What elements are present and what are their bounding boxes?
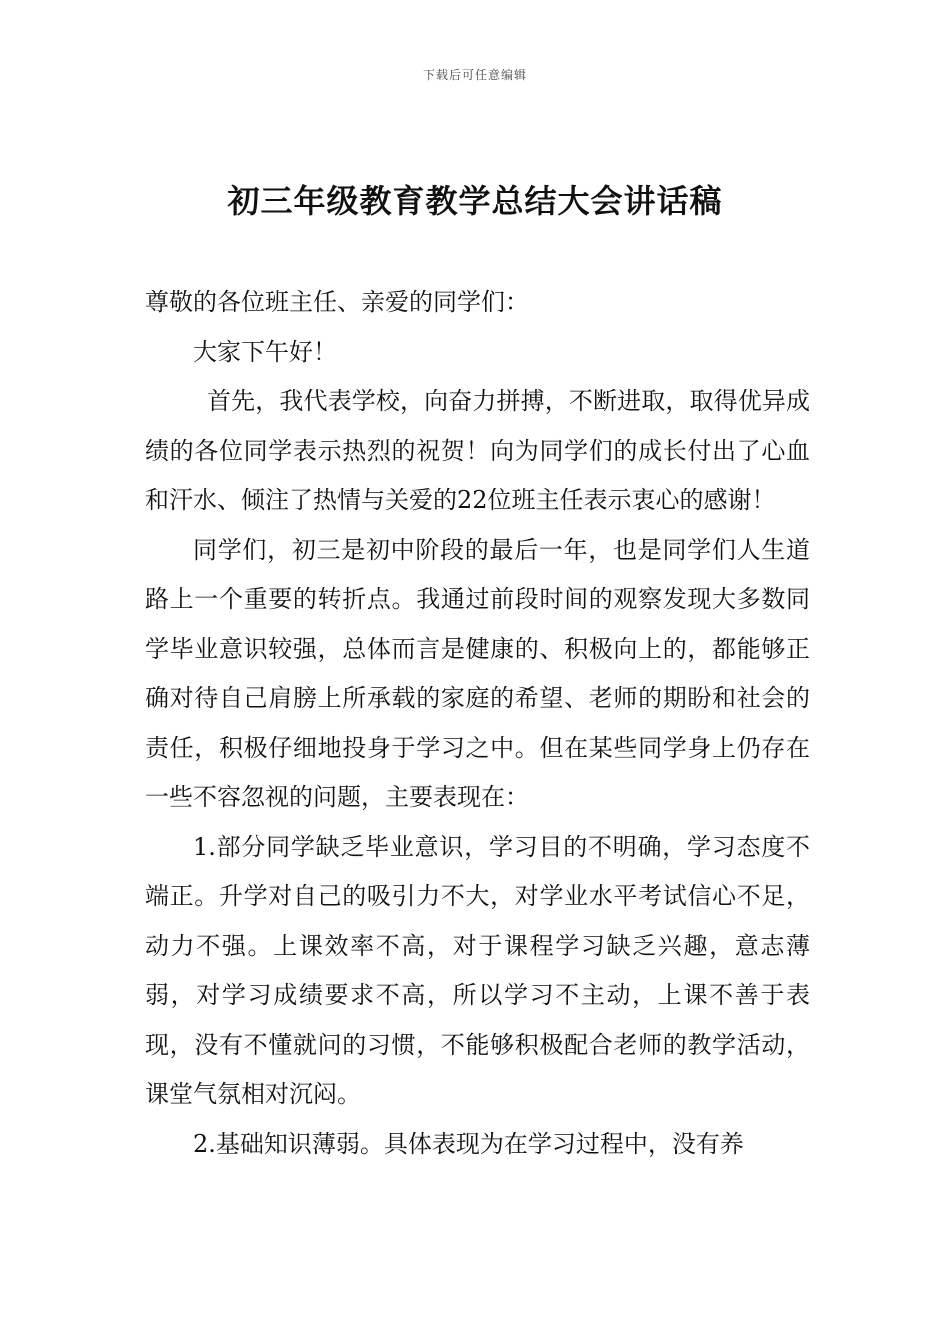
document-body bbox=[145, 278, 810, 1169]
greeting: 大家下午好！ bbox=[193, 337, 337, 366]
paragraph-issue-1: 1.部分同学缺乏毕业意识，学习目的不明确，学习态度不端正。升学对自己的吸引力不大，对学业水平考试信心不足，动力不强。上课效率不高，对于课程学习缺乏兴趣，意志薄弱，对学习成绩要求不高，所以学习不主动，上课不善于表现，没有不懂就问的习惯，不能够积极配合老师的教学活动，课堂气氛相对沉闷。 bbox=[145, 832, 810, 1108]
header-note: 下载后可任意编辑 bbox=[422, 68, 527, 82]
paragraph-observation: 同学们，初三是初中阶段的最后一年，也是同学们人生道路上一个重要的转折点。我通过前段时间的观察发现大多数同学毕业意识较强，总体而言是健康的、积极向上的，都能够正确对待自己肩膀上所承载的家庭的希望、老师的期盼和社会的责任，积极仔细地投身于学习之中。但在某些同学身上仍存在一些不容忽视的问题，主要表现在： bbox=[145, 535, 810, 811]
paragraph-thanks: 首先，我代表学校，向奋力拼搏，不断进取，取得优异成绩的各位同学表示热烈的祝贺！向为同学们的成长付出了心血和汗水、倾注了热情与关爱的22位班主任表示衷心的感谢！ bbox=[145, 387, 810, 514]
document-title: 初三年级教育教学总结大会讲话稿 bbox=[227, 182, 723, 220]
paragraph-issue-2: 2.基础知识薄弱。具体表现为在学习过程中，没有养 bbox=[193, 1129, 744, 1158]
salutation: 尊敬的各位班主任、亲爱的同学们： bbox=[145, 288, 529, 316]
